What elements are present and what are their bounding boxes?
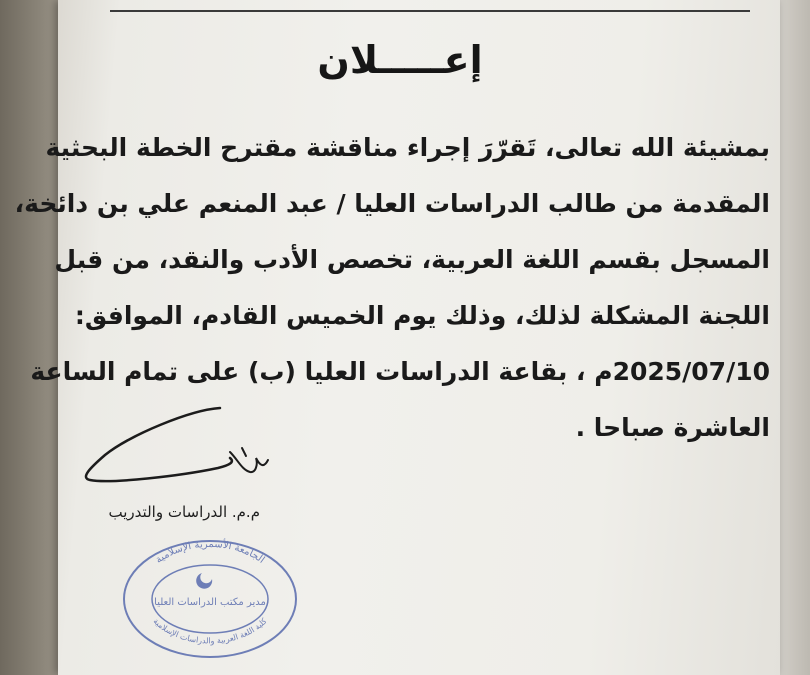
header-rule — [110, 10, 750, 12]
crescent-icon — [196, 573, 212, 589]
body-line: اللجنة المشكلة لذلك، وذلك يوم الخميس القادم، الموافق: — [74, 301, 770, 330]
body-line: بمشيئة الله تعالى، تَقرّرَ إجراء مناقشة مقترح الخطة البحثية — [45, 133, 770, 162]
stamp-office-title: مدير مكتب الدراسات العليا — [154, 597, 266, 608]
svg-text:الجامعة الأسمرية الإسلامية — [154, 538, 267, 566]
svg-text:كلية اللغة العربية والدراسات ا — [151, 616, 268, 645]
stamp-university-name: الجامعة الأسمرية الإسلامية — [153, 538, 267, 566]
body-line: 2025/07/10م ، بقاعة الدراسات العليا (ب) على تمام الساعة — [30, 357, 770, 386]
signatory-title: م.م. الدراسات والتدريب — [108, 503, 260, 521]
body-line: العاشرة صباحا . — [575, 413, 770, 442]
body-line: المسجل بقسم اللغة العربية، تخصص الأدب والنقد، من قبل — [54, 245, 770, 274]
body-line: المقدمة من طالب الدراسات العليا / عبد المنعم علي بن دائخة، — [14, 189, 770, 218]
stamp-faculty-name: كلية اللغة العربية والدراسات الإسلامية — [151, 616, 269, 646]
handwritten-signature — [70, 400, 270, 495]
official-stamp — [120, 535, 300, 660]
announcement-title: إعـــــلان — [317, 38, 483, 82]
